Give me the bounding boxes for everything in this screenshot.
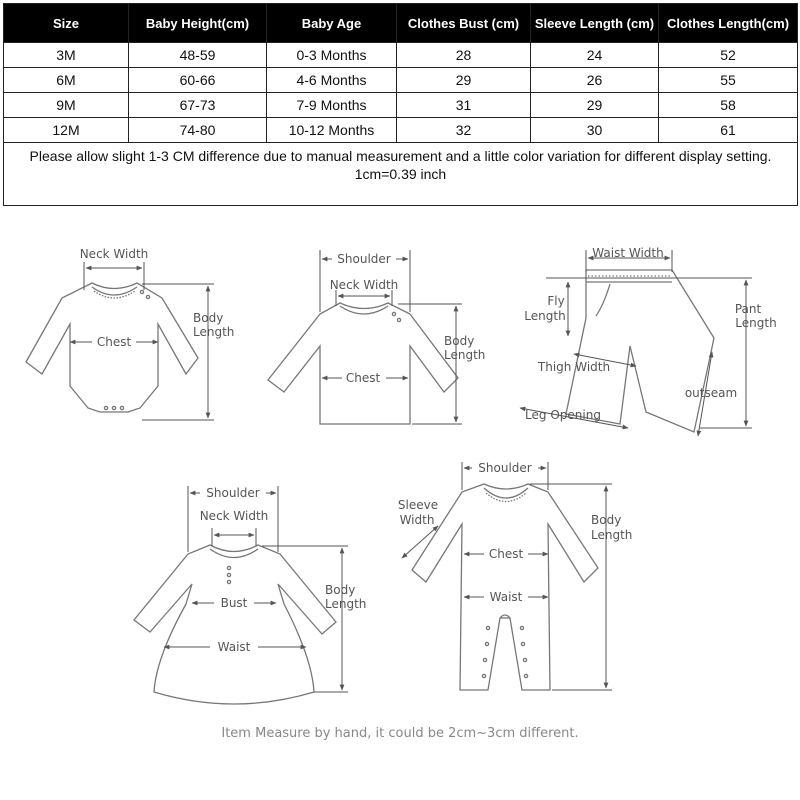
pants-fly-label: Fly xyxy=(547,294,565,308)
tshirt-button xyxy=(397,318,400,321)
dress-button xyxy=(227,573,230,576)
cell-clothes-bust: 29 xyxy=(397,68,531,93)
cell-baby-age: 0-3 Months xyxy=(267,43,397,68)
romper-snap xyxy=(520,626,523,629)
cell-size: 12M xyxy=(4,118,129,143)
bodysuit-neck-width-label: Neck Width xyxy=(79,247,149,261)
tshirt-neck-width-label: Neck Width xyxy=(329,278,399,292)
pants-diagram xyxy=(520,246,777,436)
header-clothes-bust: Clothes Bust (cm) xyxy=(397,4,531,43)
cell-sleeve-length: 29 xyxy=(531,93,659,118)
dress-length-label: Length xyxy=(325,597,367,611)
cell-sleeve-length: 24 xyxy=(531,43,659,68)
romper-body-label: Body xyxy=(591,513,622,527)
header-sleeve-length: Sleeve Length (cm) xyxy=(531,4,659,43)
bodysuit-snap xyxy=(120,406,123,409)
cell-size: 9M xyxy=(4,93,129,118)
bodysuit-snap xyxy=(112,406,115,409)
sleeve-width-arrow xyxy=(402,526,438,558)
bodysuit-length-label: Length xyxy=(193,325,235,339)
cell-sleeve-length: 26 xyxy=(531,68,659,93)
romper-sleeve-label: Sleeve xyxy=(397,498,439,512)
tshirt-shoulder-label: Shoulder xyxy=(337,252,391,266)
dress-diagram xyxy=(134,486,366,704)
cell-clothes-bust: 32 xyxy=(397,118,531,143)
pants-outseam-label: outseam xyxy=(684,386,738,400)
bodysuit-diagram xyxy=(26,247,234,420)
bodysuit-chest-label: Chest xyxy=(96,335,132,349)
cell-baby-age: 4-6 Months xyxy=(267,68,397,93)
romper-outline xyxy=(412,484,598,690)
romper-snap xyxy=(521,642,524,645)
pants-pant-length-label: Length xyxy=(735,316,777,330)
measurement-disclaimer: Item Measure by hand, it could be 2cm~3cm different. xyxy=(221,726,579,741)
romper-width-label: Width xyxy=(399,513,435,527)
romper-snap xyxy=(483,658,486,661)
bodysuit-snap xyxy=(146,295,149,298)
cell-clothes-length: 55 xyxy=(659,68,798,93)
cell-size: 6M xyxy=(4,68,129,93)
cell-clothes-bust: 31 xyxy=(397,93,531,118)
header-baby-age: Baby Age xyxy=(267,4,397,43)
pants-fly xyxy=(596,284,610,316)
pants-thigh-width-label: Thigh Width xyxy=(537,360,611,374)
tshirt-length-label: Length xyxy=(444,348,486,362)
tshirt-outline xyxy=(268,303,458,424)
pants-fly-length-label: Length xyxy=(524,309,566,323)
romper-snap xyxy=(524,674,527,677)
tshirt-body-label: Body xyxy=(444,334,475,348)
cell-baby-age: 10-12 Months xyxy=(267,118,397,143)
dress-neck-width-label: Neck Width xyxy=(199,509,269,523)
header-clothes-length: Clothes Length(cm) xyxy=(659,4,798,43)
dress-shoulder-label: Shoulder xyxy=(206,486,260,500)
bodysuit-snap xyxy=(140,290,143,293)
pants-leg-opening-label: Leg Opening xyxy=(525,408,601,422)
cell-baby-height: 67-73 xyxy=(129,93,267,118)
header-size: Size xyxy=(4,4,129,43)
dress-outline xyxy=(134,545,336,704)
cell-sleeve-length: 30 xyxy=(531,118,659,143)
romper-snap xyxy=(486,626,489,629)
romper-diagram xyxy=(398,461,632,690)
bodysuit-snap xyxy=(104,406,107,409)
romper-snap xyxy=(523,658,526,661)
dress-waist-label: Waist xyxy=(217,640,251,654)
header-baby-height: Baby Height(cm) xyxy=(129,4,267,43)
romper-snap xyxy=(482,674,485,677)
dress-bust-label: Bust xyxy=(220,596,248,610)
dress-body-label: Body xyxy=(325,583,356,597)
dress-collar xyxy=(210,549,258,558)
romper-snap xyxy=(485,642,488,645)
cell-baby-age: 7-9 Months xyxy=(267,93,397,118)
cell-clothes-bust: 28 xyxy=(397,43,531,68)
cell-baby-height: 74-80 xyxy=(129,118,267,143)
romper-shoulder-label: Shoulder xyxy=(478,461,532,475)
cell-clothes-length: 52 xyxy=(659,43,798,68)
measurement-note: Please allow slight 1-3 CM difference due to manual measurement and a little color variation for different display setting. 1cm=0.39 inch xyxy=(4,143,798,206)
pants-pant-label: Pant xyxy=(734,302,762,316)
romper-waist-label: Waist xyxy=(489,590,523,604)
cell-clothes-length: 58 xyxy=(659,93,798,118)
tshirt-chest-label: Chest xyxy=(345,371,381,385)
tshirt-button xyxy=(392,312,395,315)
cell-size: 3M xyxy=(4,43,129,68)
bodysuit-body-label: Body xyxy=(193,311,224,325)
tshirt-diagram xyxy=(268,250,485,424)
romper-length-label: Length xyxy=(591,528,633,542)
cell-clothes-length: 61 xyxy=(659,118,798,143)
dress-button xyxy=(227,580,230,583)
dress-button xyxy=(227,566,230,569)
tshirt-collar xyxy=(340,306,388,314)
cell-baby-height: 60-66 xyxy=(129,68,267,93)
pants-waist-width-label: Waist Width xyxy=(592,246,664,260)
romper-chest-label: Chest xyxy=(488,547,524,561)
cell-baby-height: 48-59 xyxy=(129,43,267,68)
